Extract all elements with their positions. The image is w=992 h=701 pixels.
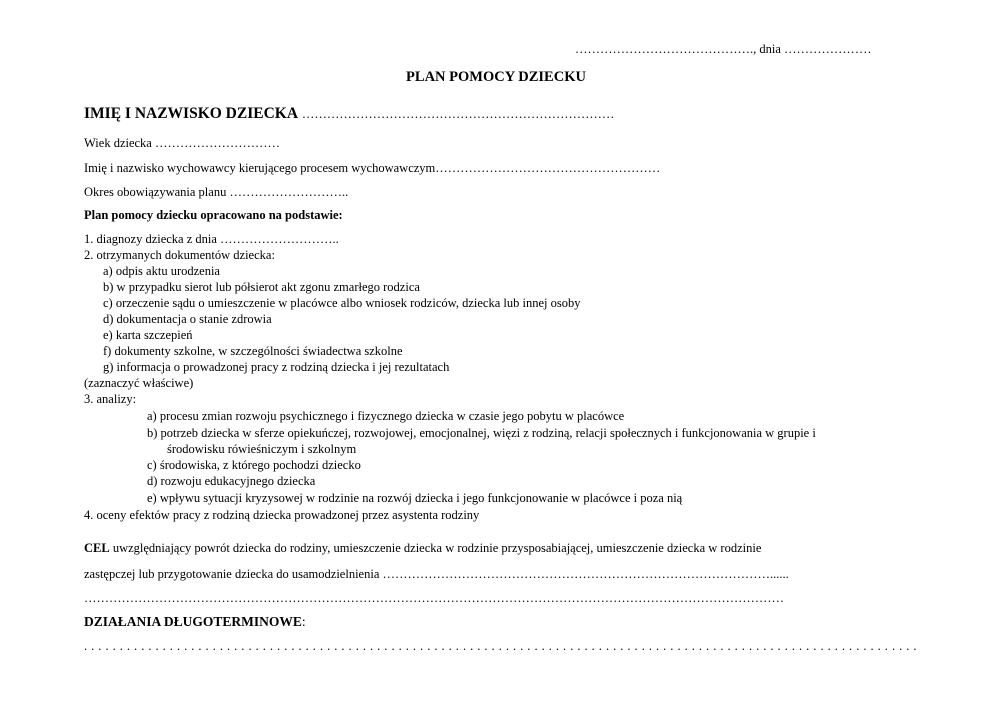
child-name-label: IMIĘ I NAZWISKO DZIECKA (84, 105, 299, 122)
document-item-b: b) w przypadku sierot lub półsierot akt zgonu zmarłego rodzica (103, 280, 420, 294)
analysis-item-c: c) środowiska, z którego pochodzi dziecko (147, 458, 361, 472)
basis-item-1: 1. diagnozy dziecka z dnia ……………………….. (84, 232, 339, 246)
mark-note: (zaznaczyć właściwe) (84, 376, 194, 390)
goal-text: uwzględniający powrót dziecka do rodziny, umieszczenie dziecka w rodzinie przysposabiającej, umieszczenie dziecka w rodzinie (109, 541, 762, 555)
document-item-a: a) odpis aktu urodzenia (103, 264, 220, 278)
child-name-line (84, 106, 614, 122)
plan-period-field: Okres obowiązywania planu ……………………….. (84, 185, 349, 199)
basis-heading: Plan pomocy dziecku opracowano na podstawie: (84, 208, 343, 222)
place-date-line: ……………………………………., dnia ………………… (575, 42, 872, 56)
goal-line-3: …………………………………………………………………………………………………………………………………………………… (84, 591, 784, 605)
document-item-e: e) karta szczepień (103, 328, 193, 342)
document-item-f: f) dokumenty szkolne, w szczególności świadectwa szkolne (103, 344, 403, 358)
document-item-d: d) dokumentacja o stanie zdrowia (103, 312, 272, 326)
basis-item-3: 3. analizy: (84, 392, 137, 406)
long-term-colon: : (301, 614, 306, 629)
basis-item-2: 2. otrzymanych dokumentów dziecka: (84, 248, 275, 262)
child-age-field: Wiek dziecka ………………………… (84, 136, 280, 150)
document-item-c: c) orzeczenie sądu o umieszczenie w placówce albo wniosek rodziców, dziecka lub innej osoby (103, 296, 581, 310)
basis-item-4: 4. oceny efektów pracy z rodziną dziecka prowadzonej przez asystenta rodziny (84, 508, 480, 522)
goal-line-1 (84, 540, 761, 556)
analysis-item-b: b) potrzeb dziecka w sferze opiekuńczej, rozwojowej, emocjonalnej, więzi z rodziną, relacji społecznych i funkcjonowania w grupie i (147, 426, 816, 440)
analysis-item-d: d) rozwoju edukacyjnego dziecka (147, 474, 316, 488)
long-term-dots: . . . . . . . . . . . . . . . . . . . . . . . . . . . . . . . . . . . . . . . . . . . . . . . . . . . . . . . . . . . . . . . . . . . . . . . . . . . . . . . . . . . . . . . . . . . . . . . . . . . . . . . . . . . . . . . . . . . . . (84, 639, 917, 653)
educator-field: Imię i nazwisko wychowawcy kierującego procesem wychowawczym……………………………………………… (84, 161, 661, 175)
long-term-label: DZIAŁANIA DŁUGOTERMINOWE (84, 614, 302, 629)
analysis-item-a: a) procesu zmian rozwoju psychicznego i fizycznego dziecka w czasie jego pobytu w placówce (147, 409, 625, 423)
long-term-heading (84, 614, 306, 630)
analysis-item-b-cont: środowisku rówieśniczym i szkolnym (167, 442, 357, 456)
goal-label: CEL (84, 541, 110, 555)
child-name-dots: ………………………………………………………………… (301, 107, 615, 121)
analysis-item-e: e) wpływu sytuacji kryzysowej w rodzinie na rozwój dziecka i jego funkcjonowanie w placówce i poza nią (147, 491, 683, 505)
document-item-g: g) informacja o prowadzonej pracy z rodziną dziecka i jej rezultatach (103, 360, 450, 374)
goal-line-2: zastępczej lub przygotowanie dziecka do usamodzielnienia …………………………………………………………………………………...... (84, 567, 789, 581)
document-title: PLAN POMOCY DZIECKU (406, 69, 586, 85)
